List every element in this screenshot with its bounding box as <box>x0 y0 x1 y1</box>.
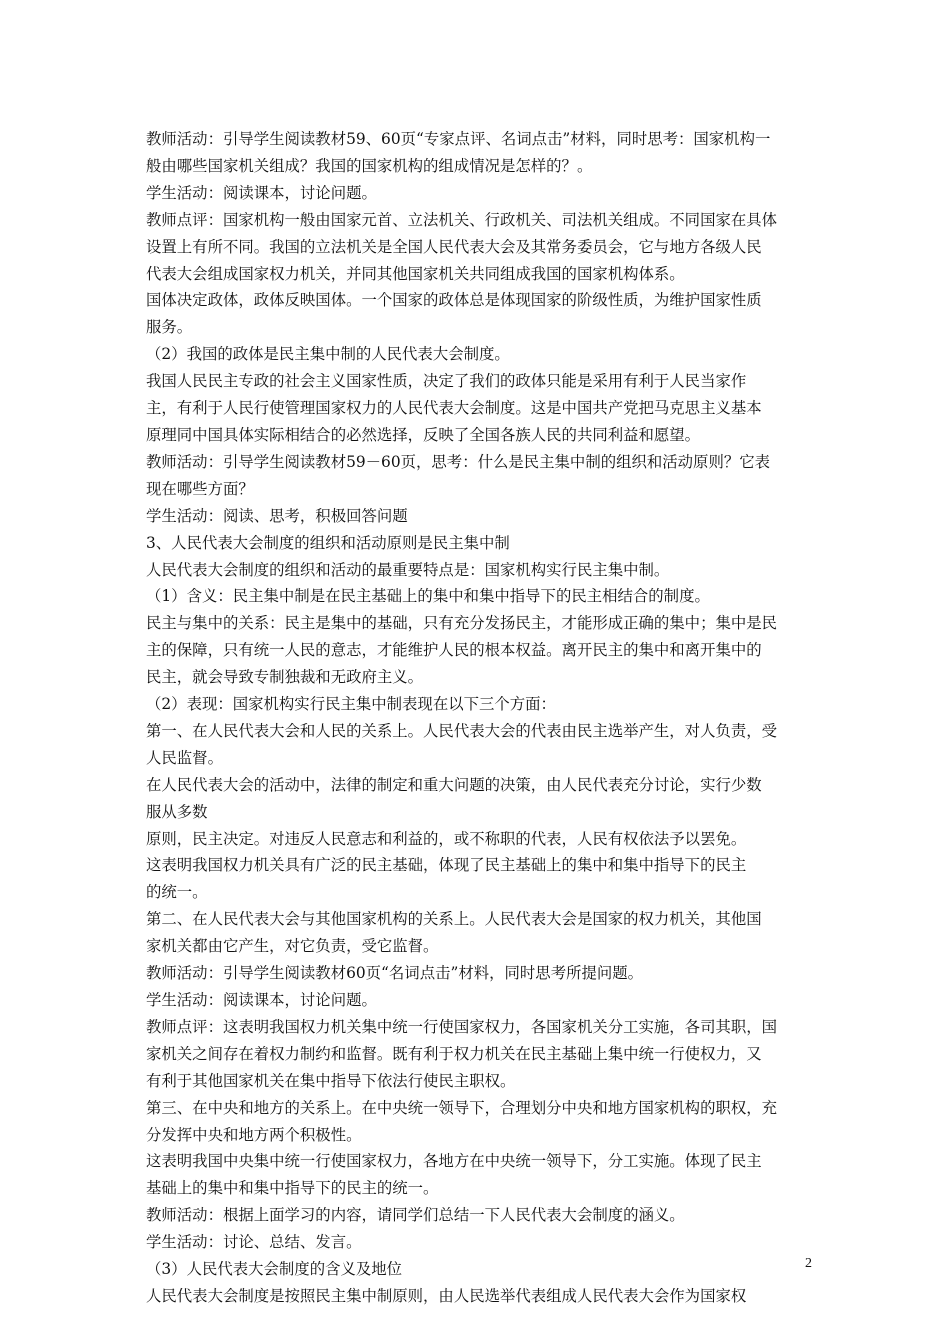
text-line: 这表明我国中央集中统一行使国家权力，各地方在中央统一领导下，分工实施。体现了民主 <box>146 1152 762 1171</box>
text-line: 分发挥中央和地方两个积极性。 <box>146 1125 362 1144</box>
text-line: 学生活动：讨论、总结、发言。 <box>146 1233 362 1252</box>
text-line: 家机关都由它产生，对它负责，受它监督。 <box>146 937 439 956</box>
text-line: 教师活动：根据上面学习的内容，请同学们总结一下人民代表大会制度的涵义。 <box>146 1206 685 1225</box>
text-line: 般由哪些国家机关组成？我国的国家机构的组成情况是怎样的？。 <box>146 156 593 175</box>
text-line: （1）含义：民主集中制是在民主基础上的集中和集中指导下的民主相结合的制度。 <box>146 587 710 606</box>
text-line: 学生活动：阅读课本，讨论问题。 <box>146 991 377 1009</box>
document-body <box>146 126 810 1310</box>
page-number: 2 <box>805 1256 812 1271</box>
text-line: 原理同中国具体实际相结合的必然选择，反映了全国各族人民的共同利益和愿望。 <box>146 425 701 444</box>
text-line: 第三、在中央和地方的关系上。在中央统一领导下，合理划分中央和地方国家机构的职权，充 <box>146 1098 778 1117</box>
text-line: 代表大会组成国家权力机关，并同其他国家机关共同组成我国的国家机构体系。 <box>146 264 685 283</box>
text-line: 第二、在人民代表大会与其他国家机构的关系上。人民代表大会是国家的权力机关，其他国 <box>146 910 762 929</box>
text-line: 服从多数 <box>146 802 208 821</box>
text-line: 现在哪些方面？ <box>146 479 254 498</box>
text-line: （2）表现：国家机构实行民主集中制表现在以下三个方面： <box>146 695 556 714</box>
text-line: 有利于其他国家机关在集中指导下依法行使民主职权。 <box>146 1071 516 1090</box>
text-line: 学生活动：阅读课本，讨论问题。 <box>146 183 377 202</box>
text-line: 在人民代表大会的活动中，法律的制定和重大问题的决策，由人民代表充分讨论，实行少数 <box>146 775 762 794</box>
text-line: 服务。 <box>146 318 193 337</box>
text-line: 的统一。 <box>146 883 208 902</box>
text-line: 基础上的集中和集中指导下的民主的统一。 <box>146 1179 439 1198</box>
text-line: 3、人民代表大会制度的组织和活动原则是民主集中制 <box>146 533 510 552</box>
text-line: 教师活动：引导学生阅读教材59－60页，思考：什么是民主集中制的组织和活动原则？它表 <box>146 452 771 471</box>
text-line: 第一、在人民代表大会和人民的关系上。人民代表大会的代表由民主选举产生，对人负责，受 <box>146 721 778 740</box>
text-line: 民主，就会导致专制独裁和无政府主义。 <box>146 668 424 687</box>
text-line: 教师活动：引导学生阅读教材60页“名词点击”材料，同时思考所提问题。 <box>146 964 644 983</box>
text-line: （2）我国的政体是民主集中制的人民代表大会制度。 <box>146 345 510 364</box>
text-line: （3）人民代表大会制度的含义及地位 <box>146 1260 403 1279</box>
text-line: 主，有利于人民行使管理国家权力的人民代表大会制度。这是中国共产党把马克思主义基本 <box>146 399 762 418</box>
text-line: 人民代表大会制度是按照民主集中制原则，由人民选举代表组成人民代表大会作为国家权 <box>146 1286 747 1305</box>
text-line: 家机关之间存在着权力制约和监督。既有利于权力机关在民主基础上集中统一行使权力，又 <box>146 1044 762 1063</box>
text-line: 我国人民民主专政的社会主义国家性质，决定了我们的政体只能是采用有利于人民当家作 <box>146 372 747 391</box>
text-line: 人民监督。 <box>146 748 223 767</box>
text-line: 设置上有所不同。我国的立法机关是全国人民代表大会及其常务委员会，它与地方各级人民 <box>146 237 762 256</box>
text-line: 人民代表大会制度的组织和活动的最重要特点是：国家机构实行民主集中制。 <box>146 560 670 579</box>
text-line: 教师点评：这表明我国权力机关集中统一行使国家权力，各国家机关分工实施，各司其职，国 <box>146 1017 778 1036</box>
text-line: 这表明我国权力机关具有广泛的民主基础，体现了民主基础上的集中和集中指导下的民主 <box>146 856 747 875</box>
text-line: 教师活动：引导学生阅读教材59、60页“专家点评、名词点击”材料，同时思考：国家机构一 <box>146 130 771 148</box>
text-line: 学生活动：阅读、思考，积极回答问题 <box>146 506 408 525</box>
text-line: 主的保障，只有统一人民的意志，才能维护人民的根本权益。离开民主的集中和离开集中的 <box>146 641 762 660</box>
text-line: 民主与集中的关系：民主是集中的基础，只有充分发扬民主，才能形成正确的集中；集中是民 <box>146 614 778 633</box>
text-line: 原则，民主决定。对违反人民意志和利益的，或不称职的代表，人民有权依法予以罢免。 <box>146 829 747 848</box>
text-line: 国体决定政体，政体反映国体。一个国家的政体总是体现国家的阶级性质，为维护国家性质 <box>146 291 762 310</box>
text-line: 教师点评：国家机构一般由国家元首、立法机关、行政机关、司法机关组成。不同国家在具体 <box>146 210 778 229</box>
